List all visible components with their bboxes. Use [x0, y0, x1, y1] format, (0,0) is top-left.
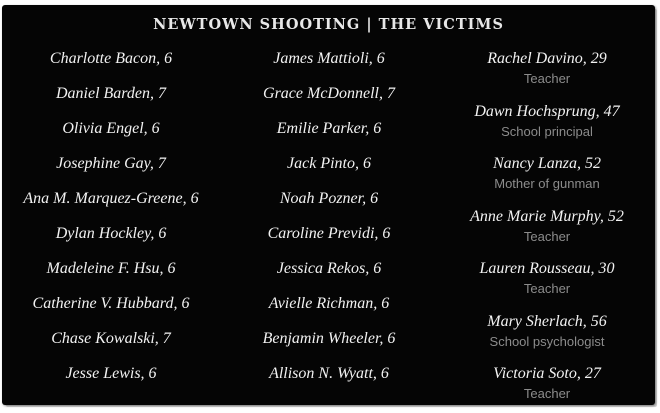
victim-name: James Mattioli, 6 — [273, 50, 385, 67]
card-title: NEWTOWN SHOOTING | THE VICTIMS — [153, 16, 504, 33]
victim-name: Emilie Parker, 6 — [276, 120, 382, 137]
victim-name: Ana M. Marquez-Greene, 6 — [23, 190, 199, 207]
victim-name: Jessica Rekos, 6 — [276, 260, 382, 277]
victim-name: Jesse Lewis, 6 — [65, 365, 157, 382]
victim-name: Anne Marie Murphy, 52 — [470, 208, 624, 225]
victim-name: Mary Sherlach, 56 — [487, 313, 607, 330]
victim-name: Madeleine F. Hsu, 6 — [46, 260, 176, 277]
victim-role: Teacher — [523, 71, 571, 86]
victim-name: Olivia Engel, 6 — [62, 120, 160, 137]
victim-role: Teacher — [523, 386, 571, 401]
victims-column-2 — [220, 5, 438, 405]
victim-role: School principal — [501, 124, 593, 139]
victim-name: Dylan Hockley, 6 — [55, 225, 167, 242]
victim-name: Lauren Rousseau, 30 — [479, 260, 615, 277]
victim-role: School psychologist — [489, 334, 605, 349]
victim-name: Charlotte Bacon, 6 — [49, 50, 173, 67]
victim-role: Teacher — [523, 229, 571, 244]
victim-name: Victoria Soto, 27 — [493, 365, 601, 382]
victim-name: Allison N. Wyatt, 6 — [269, 365, 389, 382]
victim-role: Teacher — [523, 281, 571, 296]
victim-name: Caroline Previdi, 6 — [267, 225, 391, 242]
victim-name: Daniel Barden, 7 — [55, 85, 167, 102]
victim-name: Josephine Gay, 7 — [56, 155, 166, 172]
victims-card — [2, 5, 655, 405]
victim-name: Grace McDonnell, 7 — [263, 85, 395, 102]
victims-column-1 — [2, 5, 220, 405]
victim-role: Mother of gunman — [494, 176, 600, 191]
victim-name: Jack Pinto, 6 — [287, 155, 371, 172]
victim-name: Avielle Richman, 6 — [268, 295, 390, 312]
victim-name: Chase Kowalski, 7 — [51, 330, 171, 347]
victim-name: Benjamin Wheeler, 6 — [262, 330, 396, 347]
victim-name: Catherine V. Hubbard, 6 — [32, 295, 190, 312]
victim-name: Dawn Hochsprung, 47 — [474, 103, 620, 120]
victim-name: Nancy Lanza, 52 — [493, 155, 601, 172]
victim-name: Noah Pozner, 6 — [279, 190, 379, 207]
victims-column-3 — [438, 5, 656, 405]
victim-name: Rachel Davino, 29 — [487, 50, 607, 67]
